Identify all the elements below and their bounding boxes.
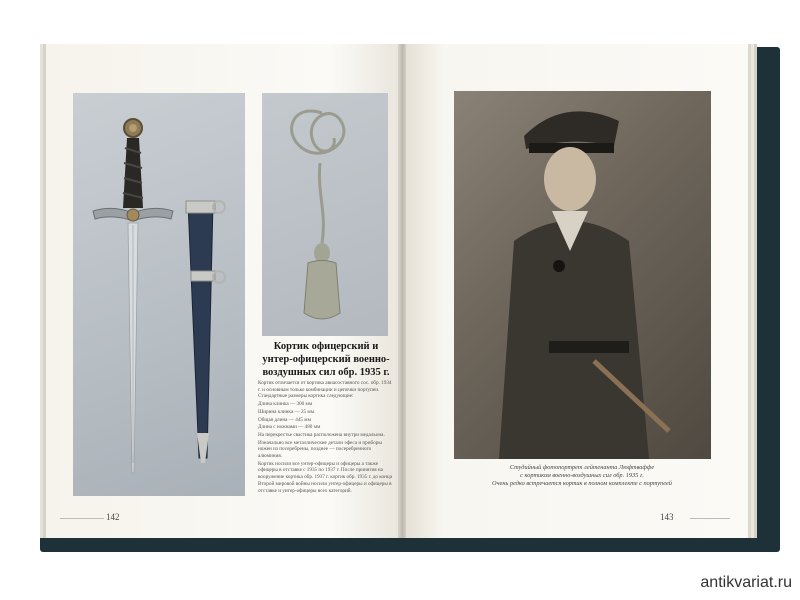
page-number-left: 142 — [106, 512, 120, 522]
portepee-illustration — [262, 93, 388, 336]
watermark: antikvariat.ru — [700, 574, 792, 591]
body-text — [258, 380, 394, 495]
caption-title: Кортик офицерский и унтер-офицерский военно-воздушных сил обр. 1935 г. — [262, 341, 390, 378]
book-gutter — [398, 44, 406, 538]
paragraph: Кортик отличается от кортика авиасоставного сос. обр. 1934 г. и основным только комбинации и цепочки портупеи. Стандартные размеры кортика следующие: — [258, 380, 392, 400]
officer-portrait-photo — [454, 91, 711, 459]
paragraph: На перекрестье свастика расположена внутри медальона. — [258, 431, 385, 438]
dagger-photo — [73, 93, 245, 496]
folio-rule — [60, 518, 104, 519]
paragraph: Ширина клинка — 25 мм — [258, 408, 314, 415]
dagger-illustration — [73, 93, 245, 496]
folio-rule — [690, 518, 730, 519]
paragraph: Длина клинка — 300 мм — [258, 401, 313, 408]
officer-illustration — [454, 91, 711, 459]
caption-line: Студийный фотопортрет лейтенанта Люфтваффе — [509, 464, 655, 471]
page-number-right: 143 — [660, 512, 674, 522]
photo-caption — [456, 464, 708, 488]
portepee-photo — [262, 93, 388, 336]
caption-line: с кортиком военно-воздушных сил обр. 1935 г. — [520, 472, 644, 479]
paragraph: Кортик носили все унтер-офицеры и офицеры а также офицеры в отставке с 1935 по 1937 г. После принятия на вооружение кортика обр. 1937 г. кортик обр. 1935 г. до конца Второй мировой войны носили унтер-офицеры и офицеры в отставке и унтер-офицеры всех категорий. — [258, 460, 393, 494]
paragraph: Изначально все металлические детали эфеса и приборы ножен из посеребрены, позднее — посеребренного алюминия. — [258, 439, 382, 460]
caption-line: Очень редко встречается кортик в полном комплекте с портупеей — [492, 480, 672, 487]
paragraph: Длина с ножнами — 480 мм — [258, 424, 321, 431]
paragraph: Общая длина — 445 мм — [258, 416, 311, 423]
